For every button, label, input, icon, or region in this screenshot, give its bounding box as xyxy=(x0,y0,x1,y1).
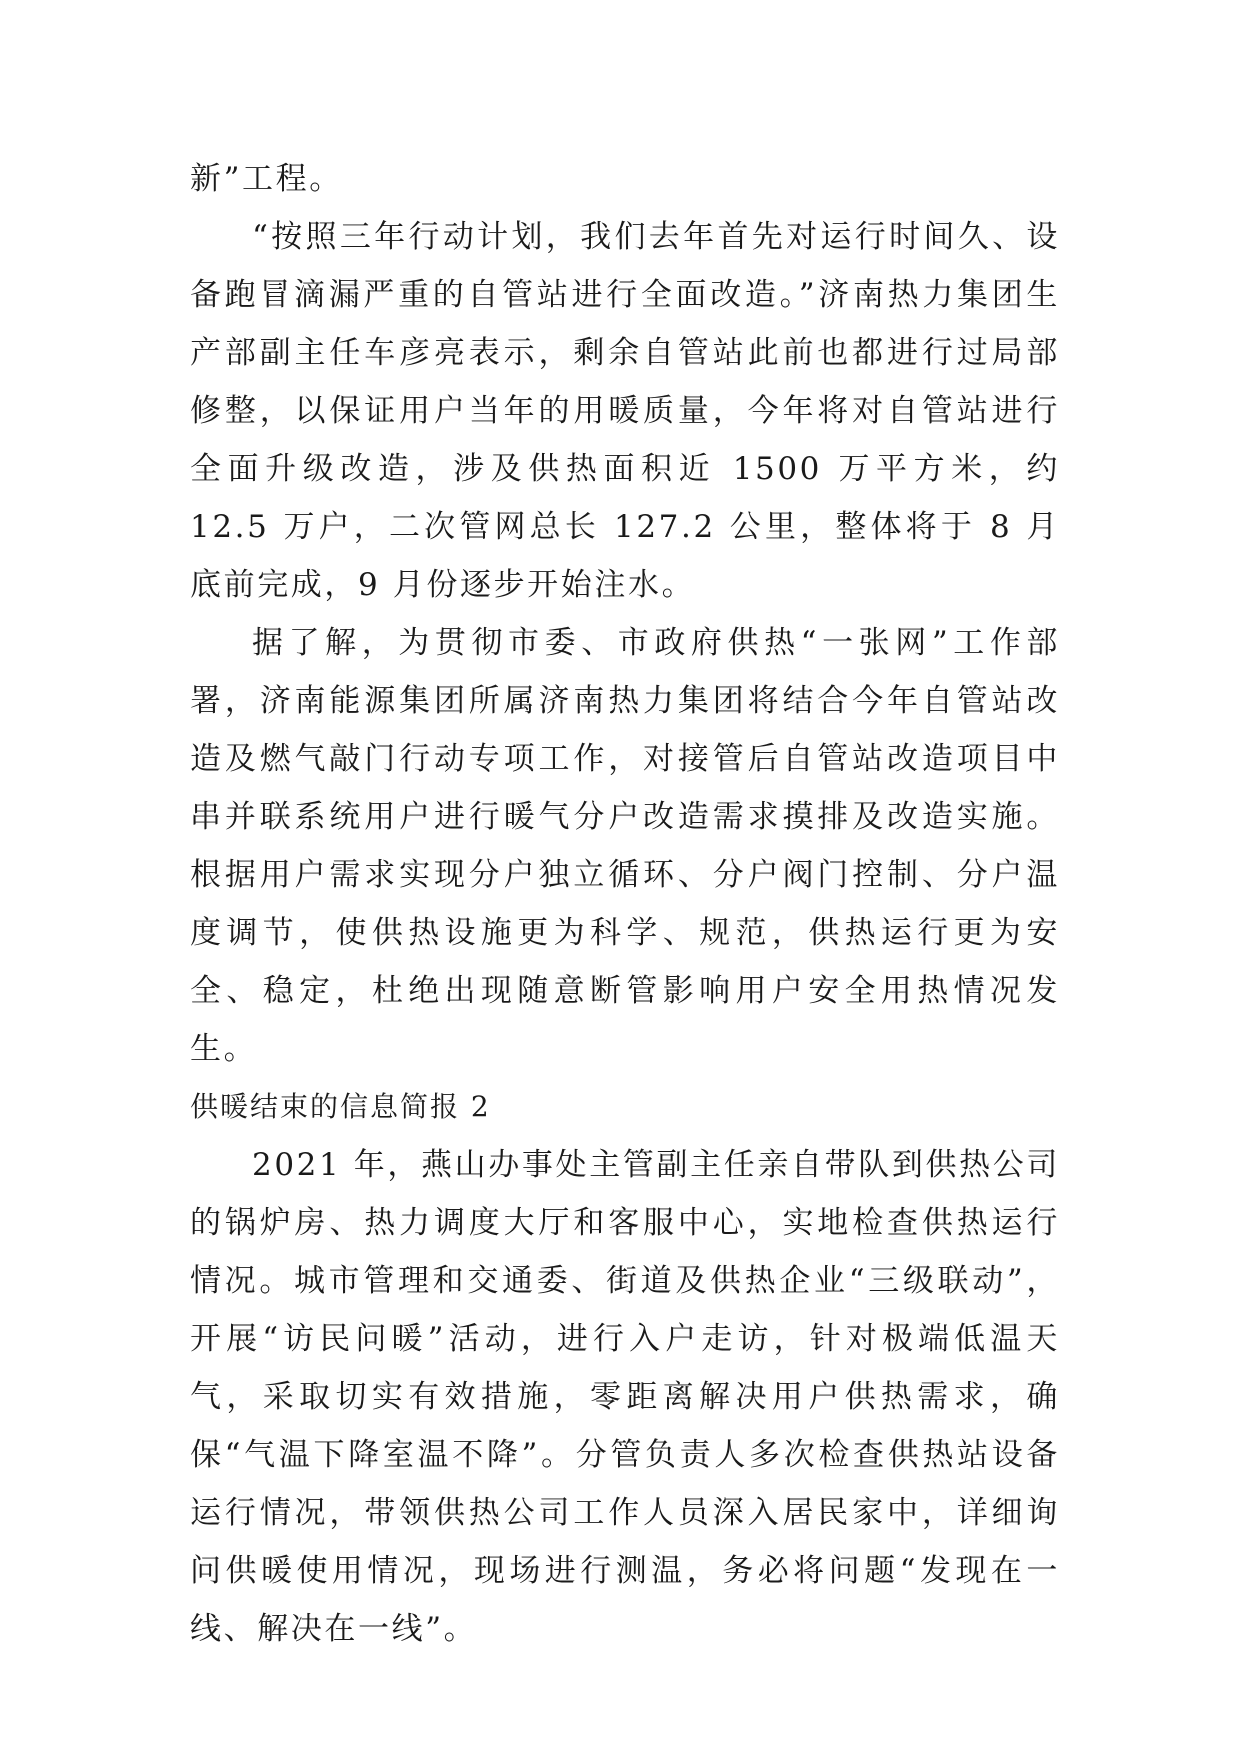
paragraph-heating-network: 据了解，为贯彻市委、市政府供热“一张网”工作部署，济南能源集团所属济南热力集团将结合今年自管站改造及燃气敲门行动专项工作，对接管后自管站改造项目中串并联系统用户进行暖气分户改造需求摸排及改造实施。根据用户需求实现分户独立循环、分户阀门控制、分户温度调节，使供热设施更为科学、规范，供热运行更为安全、稳定，杜绝出现随意断管影响用户安全用热情况发生。 xyxy=(190,625,1060,1067)
paragraph-action-plan: “按照三年行动计划，我们去年首先对运行时间久、设备跑冒滴漏严重的自管站进行全面改造。”济南热力集团生产部副主任车彦亮表示，剩余自管站此前也都进行过局部修整，以保证用户当年的用暖质量，今年将对自管站进行全面升级改造，涉及供热面积近 1500 万平方米，约 12.5 万户，二次管网总长 127.2 公里，整体将于 8 月底前完成，9 月份逐步开始注水。 xyxy=(190,219,1060,603)
paragraph-yanshan-office: 2021 年，燕山办事处主管副主任亲自带队到供热公司的锅炉房、热力调度大厅和客服中心，实地检查供热运行情况。城市管理和交通委、街道及供热企业“三级联动”，开展“访民问暖”活动，进行入户走访，针对极端低温天气，采取切实有效措施，零距离解决用户供热需求，确保“气温下降室温不降”。分管负责人多次检查供热站设备运行情况，带领供热公司工作人员深入居民家中，详细询问供暖使用情况，现场进行测温，务必将问题“发现在一线、解决在一线”。 xyxy=(190,1147,1060,1647)
document-body xyxy=(190,150,1060,1658)
section-heading: 供暖结束的信息简报 2 xyxy=(190,1090,491,1123)
paragraph-continuation: 新”工程。 xyxy=(190,161,343,197)
